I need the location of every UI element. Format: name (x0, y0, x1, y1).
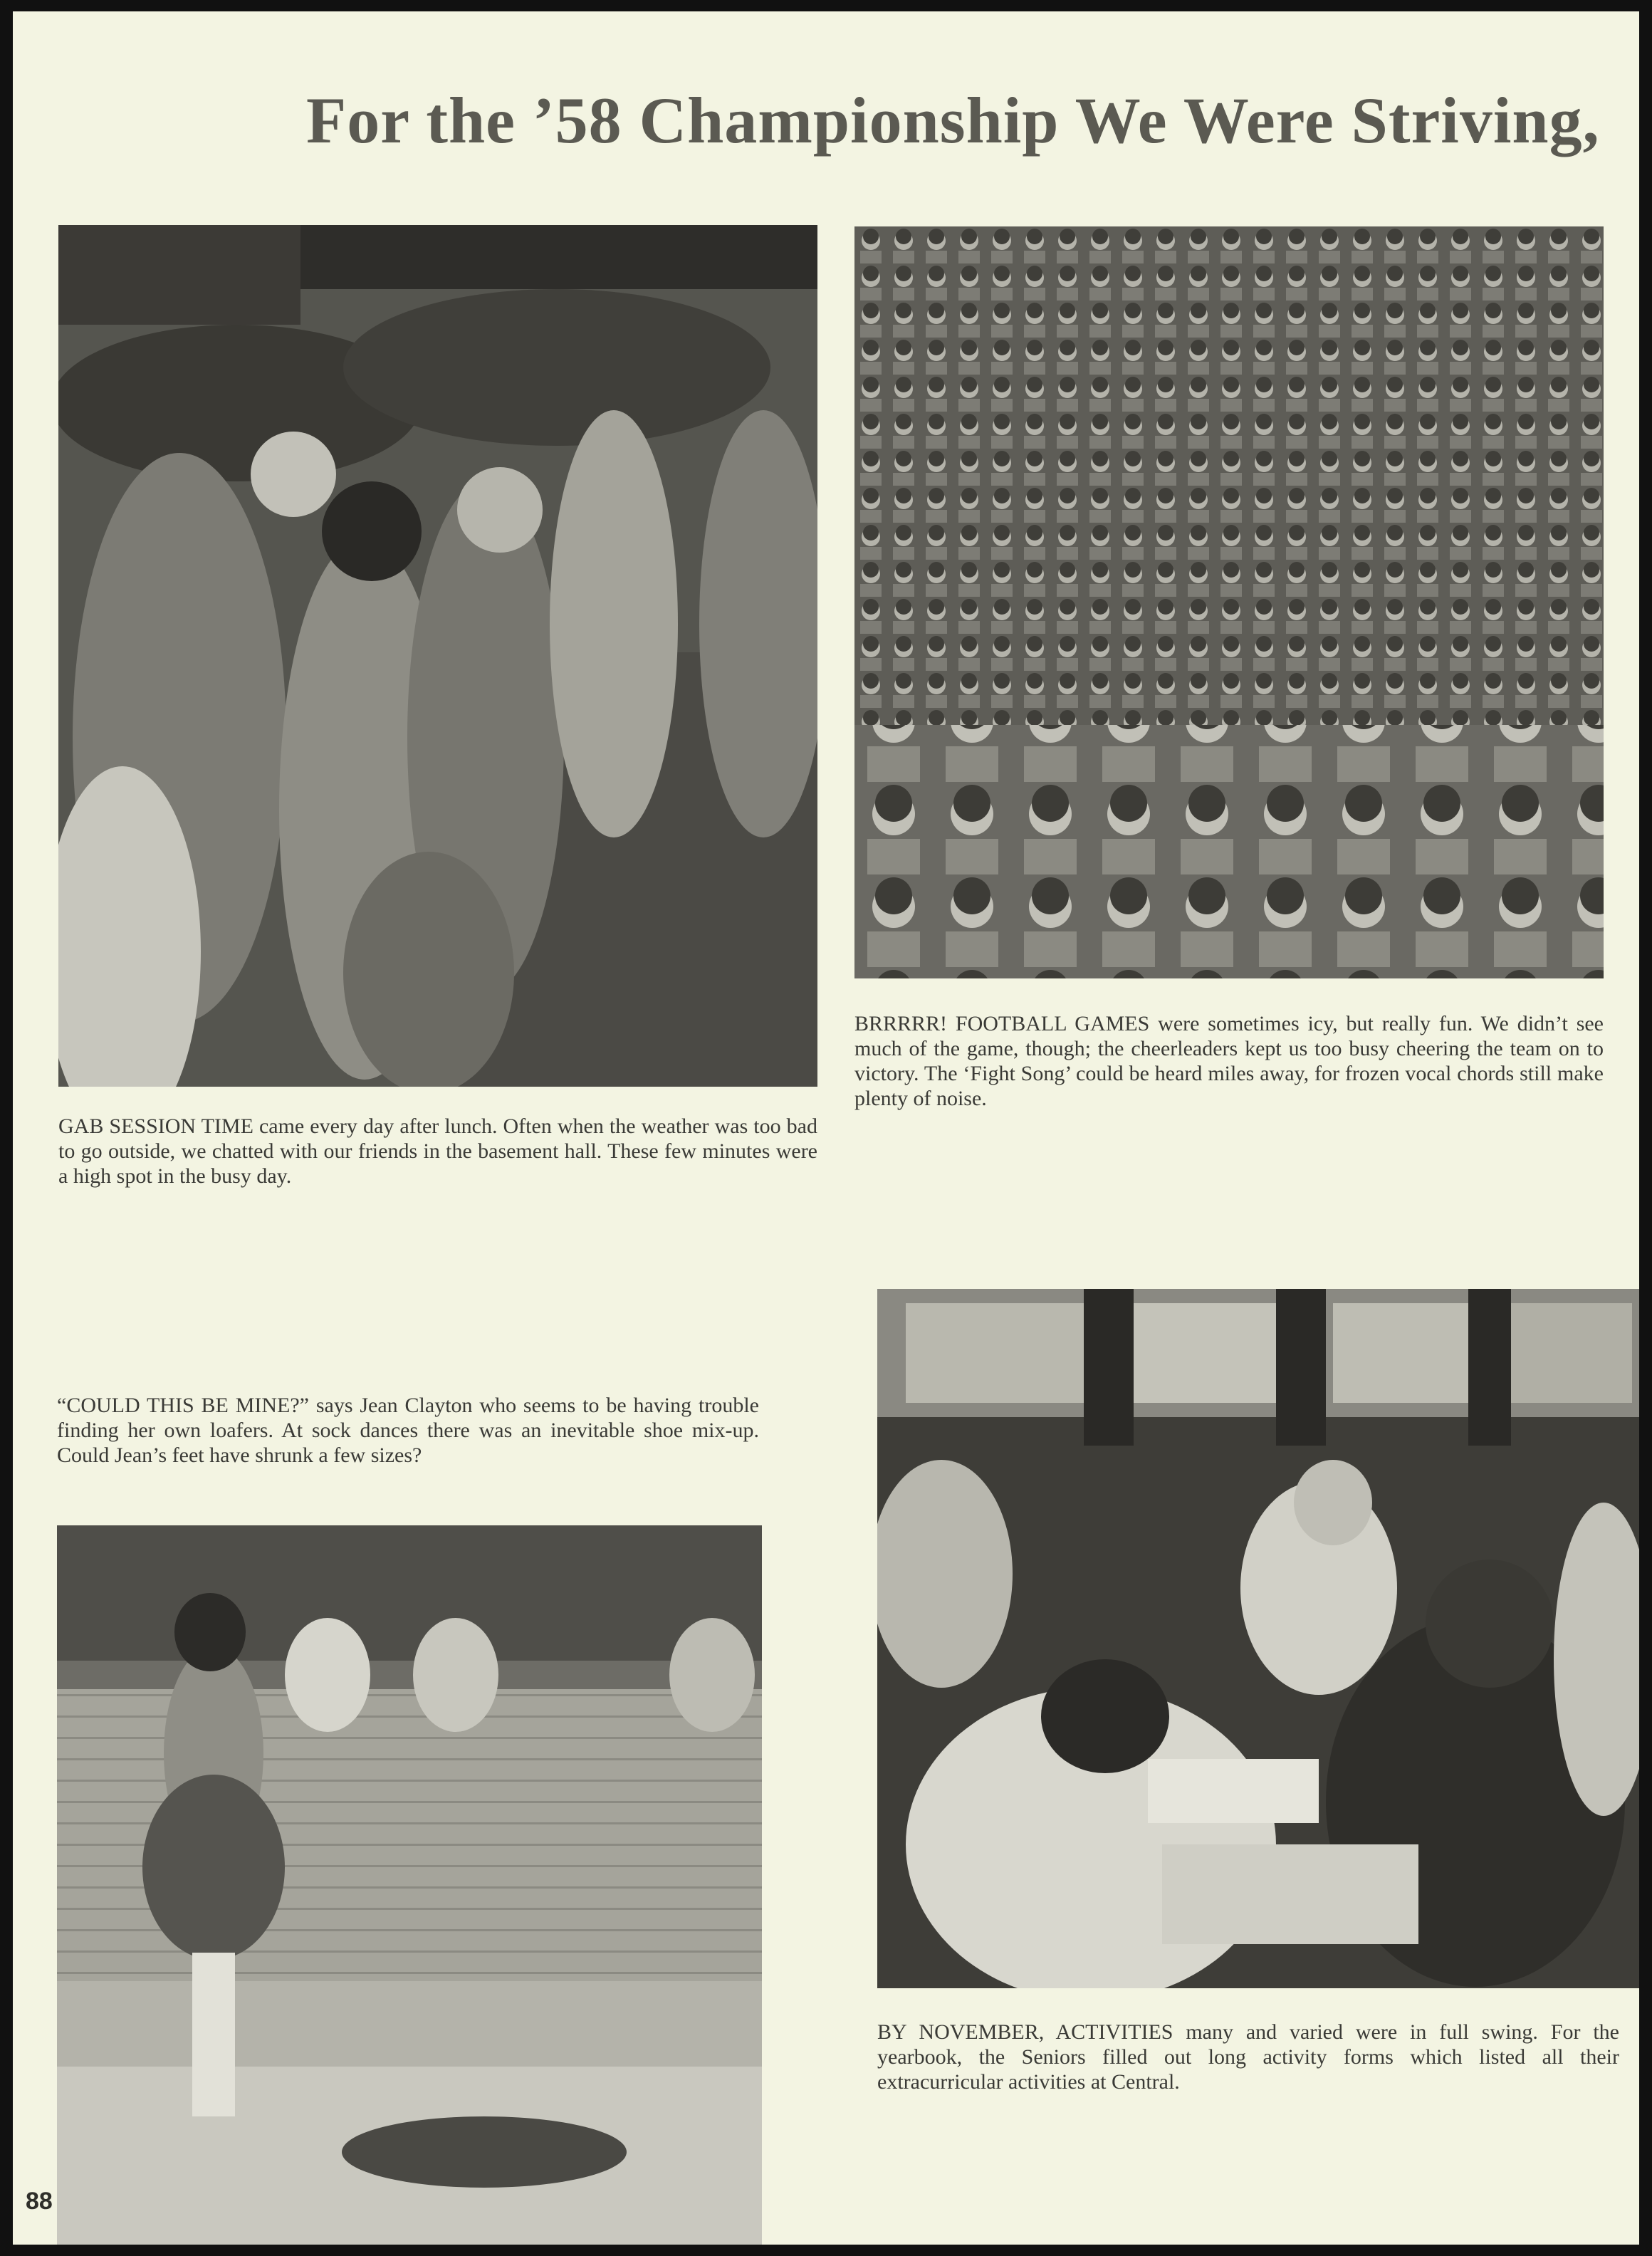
activities-illustration (877, 1289, 1639, 1988)
could-this-caption: “COULD THIS BE MINE?” says Jean Clayton who seems to be having trouble finding her own loafers. At sock dances there was an inevitable shoe mix-up. Could Jean’s feet have shrunk a few sizes? (57, 1394, 759, 1467)
football-crowd-photo (854, 226, 1604, 978)
yearbook-page (13, 11, 1639, 2245)
football-crowd-illustration (854, 226, 1604, 978)
shoe-mixup-photo (57, 1525, 762, 2245)
page-headline: For the ’58 Championship We Were Striving, (306, 84, 1600, 157)
gab-session-illustration (58, 225, 817, 1087)
gab-session-photo (58, 225, 817, 1087)
football-caption: BRRRRR! FOOTBALL GAMES were sometimes icy, but really fun. We didn’t see much of the game, though; the cheerleaders kept us too busy cheering the team on to victory. The ‘Fight Song’ could be heard miles away, for frozen vocal chords still make plenty of noise. (854, 1012, 1604, 1110)
shoe-mixup-illustration (57, 1525, 762, 2245)
november-caption: BY NOVEMBER, ACTIVITIES many and varied were in full swing. For the yearbook, the Seniors filled out long activity forms which listed all their extracurricular activities at Central. (877, 2020, 1619, 2094)
gab-session-caption: GAB SESSION TIME came every day after lunch. Often when the weather was too bad to go outside, we chatted with our friends in the basement hall. These few minutes were a high spot in the busy day. (58, 1114, 817, 1188)
activities-photo (877, 1289, 1639, 1988)
page-number: 88 (26, 2188, 53, 2215)
